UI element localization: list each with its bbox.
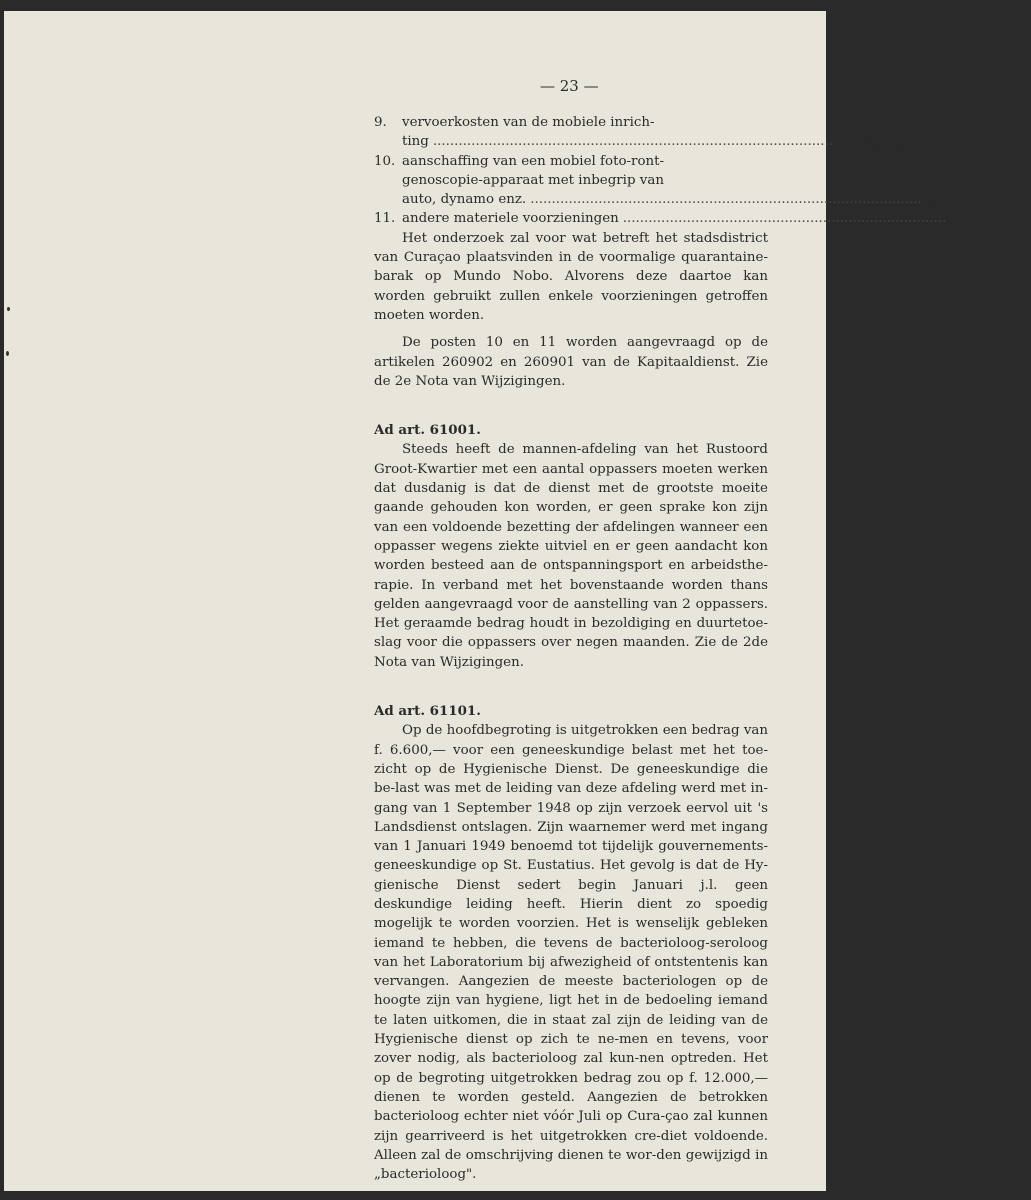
item-line: vervoerkosten van de mobiele inrich- (402, 115, 655, 130)
ditto-mark: ,, (837, 134, 846, 150)
page-content (374, 113, 1031, 1184)
item-amount: 50.000,— (950, 192, 1015, 208)
list-item (374, 209, 1031, 228)
ditto-mark: ,, (925, 192, 935, 208)
item-label: andere materiele voorzieningen (402, 211, 619, 227)
paragraph: Het onderzoek zal voor wat betreft het stadsdistrict van Curaçao plaatsvinden in de voormalige quarantaine-barak op Mundo Nobo. Alvorens deze daartoe kan worden gebruikt zullen enkele voorzieningen getroffen moeten worden. (374, 230, 768, 323)
item-number: 9. (374, 115, 387, 130)
section-heading: Ad art. 61101. (374, 703, 481, 720)
margin-mark (7, 307, 10, 311)
leader-dots: ............................................................................................ (530, 192, 922, 208)
leader-dots: .............................................................................................. (432, 134, 833, 150)
item-line: aanschaffing van een mobiel foto-ront- (402, 153, 665, 169)
list-item (374, 152, 1015, 210)
paragraph: Op de hoofdbegroting is uitgetrokken een bedrag van f. 6.600,— voor een geneeskundige belast met het toe-zicht op de Hygienische Dienst. De geneeskundige die be-last was met de leiding van deze afdeling werd met in-gang van 1 September 1948 op zijn verzoek eervol uit 's Landsdienst ontslagen. Zijn waarnemer werd met ingang van 1 Januari 1949 benoemd tot tijdelijk gouvernements-geneeskundige op St. Eustatius. Het gevolg is dat de Hy-gienische Dienst sedert begin Januari j.l. geen deskundige leiding heeft. Hierin dient zo spoedig mogelijk te worden voorzien. Het is wenselijk gebleken iemand te hebben, die tevens de bacterioloog-seroloog van het Laboratorium bij afwezigheid of ontstentenis kan vervangen. Aangezien de meeste bacteriologen op de hoogte zijn van hygiene, ligt het in de bedoeling iemand te laten uitkomen, die in staat zal zijn de leiding van de Hygienische dienst op zich te ne-men en tevens, voor zover nodig, als bacterioloog zal kun-nen optreden. Het op de begroting uitgetrokken bedrag zou op f. 12.000,— dienen te worden gesteld. Aangezien de betrokken bacterioloog echter niet vóór Juli op Cura-çao zal kunnen zijn gearriveerd is het uitgetrokken cre-diet voldoende. Alleen zal de omschrijving dienen te wor-den gewijzigd in „bacterioloog". (374, 723, 768, 1183)
margin-mark (6, 351, 9, 356)
item-entry (402, 209, 1031, 228)
paragraph: Steeds heeft de mannen-afdeling van het Rustoord Groot-Kwartier met een aantal oppassers moeten werken dat dusdanig is dat de dienst met de grootste moeite gaande gehouden kon worden, er geen sprake kon zijn van een voldoende bezetting der afdelingen wanneer een oppasser wegens ziekte uitviel en er geen aandacht kon worden besteed aan de ontspanningsport en arbeidsthe-rapie. In verband met het bovenstaande worden thans gelden aangevraagd voor de aanstelling van 2 oppassers. Het geraamde bedrag houdt in bezoldiging en duurtetoe-slag voor die oppassers over negen maanden. Zie de 2de Nota van Wijzigingen. (374, 442, 768, 670)
section-heading: Ad art. 61001. (374, 422, 481, 439)
item-number: 11. (374, 211, 396, 227)
item-amount: 2.000,— (861, 134, 918, 150)
item-amount: 5.000,— (974, 211, 1031, 227)
item-line: genoscopie-apparaat met inbegrip van (402, 172, 664, 188)
leader-dots: ............................................................................ (622, 211, 947, 227)
page-number: — 23 — (540, 77, 599, 95)
ditto-mark: ,, (950, 211, 959, 227)
item-entry (402, 190, 1015, 209)
item-entry (402, 132, 918, 151)
paragraph: De posten 10 en 11 worden aangevraagd op de artikelen 260902 en 260901 van de Kapitaaldienst. Zie de 2e Nota van Wijzigingen. (374, 335, 768, 389)
item-label: ting (402, 134, 429, 150)
item-label: auto, dynamo enz. (402, 192, 527, 208)
item-number: 10. (374, 153, 396, 169)
list-item (374, 113, 918, 152)
document-page (4, 11, 1031, 1191)
